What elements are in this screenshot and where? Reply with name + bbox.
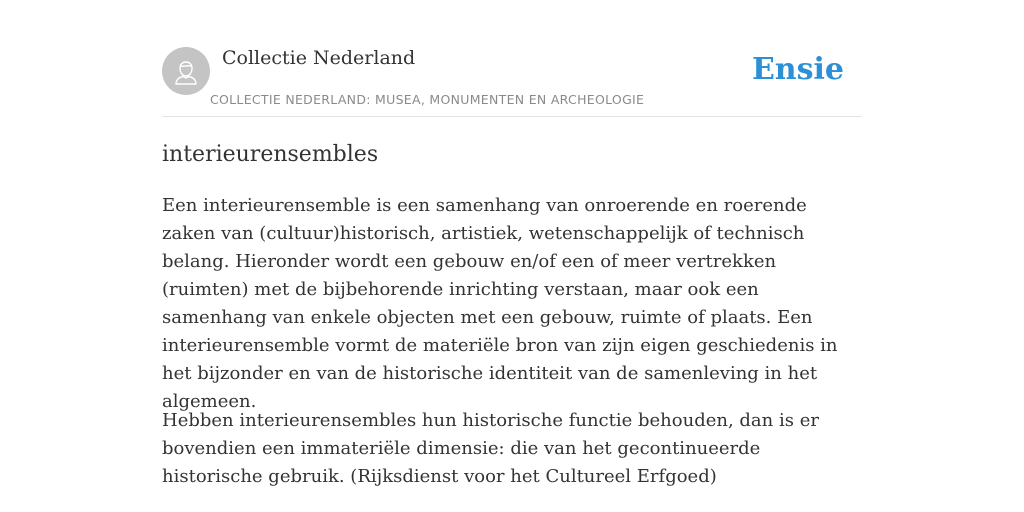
- ensie-logo[interactable]: Ensie: [751, 52, 844, 87]
- header: [162, 0, 862, 117]
- term-title: interieurensembles: [162, 142, 379, 167]
- avatar[interactable]: [162, 47, 210, 95]
- definition-paragraph: Hebben interieurensembles hun historische functie behouden, dan is er bovendien een immateriële dimensie: die van het gecontinueerde historische gebruik. (Rijksdienst voor het Cultureel Erfgoed): [162, 410, 819, 487]
- user-silhouette-icon: [162, 47, 210, 95]
- definition-paragraph: Een interieurensemble is een samenhang van onroerende en roerende zaken van (cultuur)historisch, artistiek, wetenschappelijk of technisch belang. Hieronder wordt een gebouw en/of een of meer vertrekken (ruimten) met de bijbehorende inrichting verstaan, maar ook een samenhang van enkele objecten met een gebouw, ruimte of plaats. Een interieurensemble vormt de materiële bron van zijn eigen geschiedenis in het bijzonder en van de historische identiteit van de samenleving in het algemeen.: [162, 195, 838, 412]
- collection-link[interactable]: COLLECTIE NEDERLAND: MUSEA, MONUMENTEN EN ARCHEOLOGIE: [210, 92, 645, 107]
- author-name[interactable]: Collectie Nederland: [222, 47, 416, 69]
